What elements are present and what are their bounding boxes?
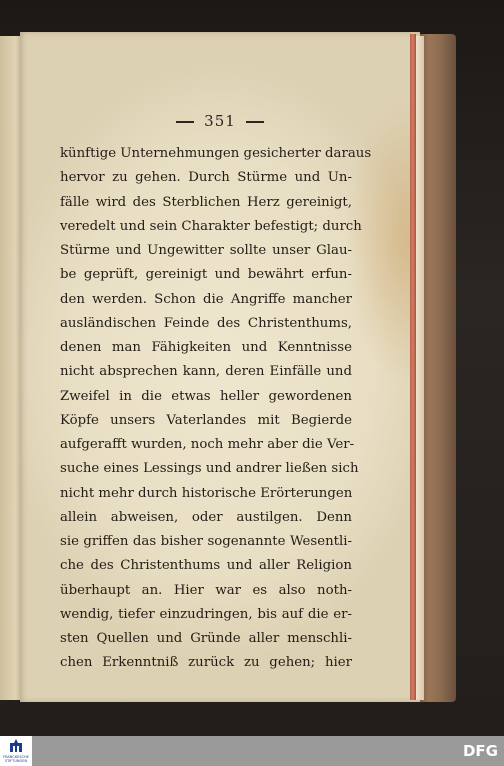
header-dash-left bbox=[176, 121, 194, 123]
text-line: ausländischen Feinde des Christenthums, bbox=[60, 315, 352, 331]
text-line: aufgerafft wurden, noch mehr aber die Ver- bbox=[60, 437, 355, 452]
text-line: be geprüft, gereinigt und bewährt erfun- bbox=[60, 267, 352, 283]
page-body-text bbox=[60, 142, 372, 676]
text-line: chen Erkenntniß zurück zu gehen; hier bbox=[60, 655, 352, 671]
text-line: denen man Fähigkeiten und Kenntnisse bbox=[60, 340, 352, 355]
viewer-footer-bar bbox=[0, 736, 504, 766]
franckesche-stiftungen-logo-icon bbox=[9, 739, 23, 753]
text-line: suche eines Lessings und andrer ließen sich bbox=[60, 461, 359, 477]
text-line: allein abweisen, oder austilgen. Denn bbox=[60, 509, 352, 525]
text-line: sie griffen das bisher sogenannte Wesentli- bbox=[60, 534, 352, 549]
text-line: che des Christenthums und aller Religion bbox=[60, 558, 352, 574]
text-line: Stürme und Ungewitter sollte unser Glau- bbox=[60, 243, 352, 258]
text-line: sten Quellen und Gründe aller menschli- bbox=[60, 631, 352, 646]
text-line: künftige Unternehmungen gesicherter daraus bbox=[60, 146, 372, 161]
text-line: nicht absprechen kann, deren Einfälle und bbox=[60, 364, 352, 380]
page-number: 351 bbox=[204, 112, 236, 130]
book-cover-edge bbox=[420, 34, 456, 702]
page-header bbox=[20, 112, 420, 130]
logo-text: FRANCKESCHE STIFTUNGEN bbox=[3, 755, 29, 763]
text-line: wendig, tiefer einzudringen, bis auf die er- bbox=[60, 606, 352, 622]
book-page bbox=[20, 32, 420, 702]
text-line: fälle wird des Sterblichen Herz gereinigt, bbox=[60, 194, 352, 210]
text-line: den werden. Schon die Angriffe mancher bbox=[60, 291, 352, 307]
header-dash-right bbox=[246, 121, 264, 123]
text-line: hervor zu gehen. Durch Stürme und Un- bbox=[60, 170, 352, 186]
text-line: veredelt und sein Charakter befestigt; durch bbox=[60, 218, 362, 234]
text-line: überhaupt an. Hier war es also noth- bbox=[60, 582, 352, 598]
text-line: nicht mehr durch historische Erörterungen bbox=[60, 485, 353, 501]
text-line: Köpfe unsers Vaterlandes mit Begierde bbox=[60, 412, 352, 428]
text-line: Zweifel in die etwas heller gewordenen bbox=[60, 388, 352, 404]
dfg-logo[interactable]: DFG bbox=[462, 742, 498, 760]
institution-logo[interactable] bbox=[0, 736, 32, 766]
page-edge-light bbox=[416, 36, 424, 700]
